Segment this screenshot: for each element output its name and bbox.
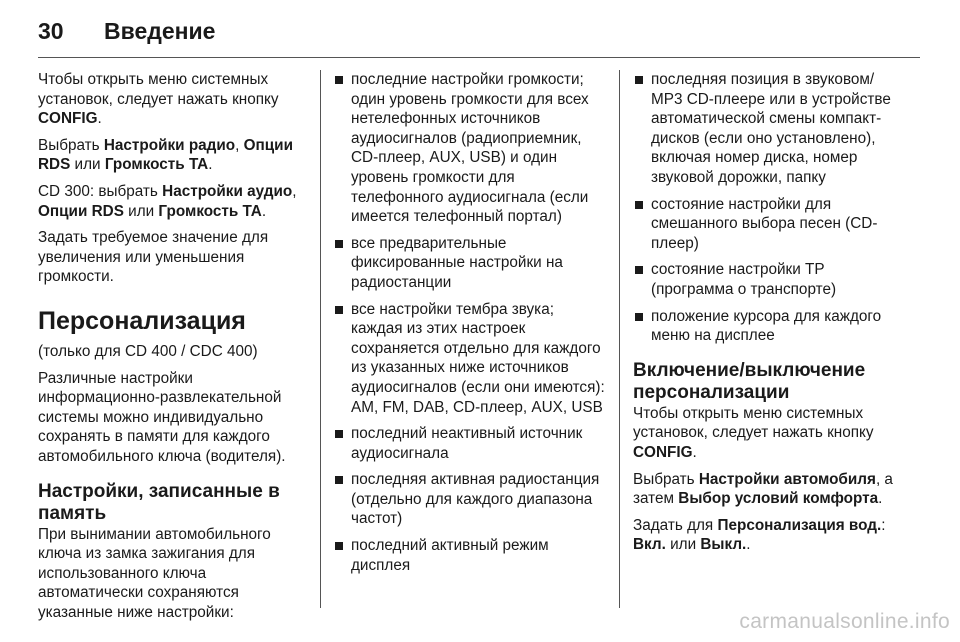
- list-item: последняя позиция в звуковом/ MP3 CD-плеере или в устройстве автоматической смены компакт-дисков (если оно установлено), включая номер диска, номер звуковой дорожки, папку: [633, 70, 905, 188]
- list-item: последний активный режим дисплея: [333, 536, 605, 575]
- subheading-toggle-personalization: Включение/выключение персонализации: [633, 359, 866, 403]
- bullet-square-icon: [335, 430, 343, 438]
- column-divider-2: [619, 70, 620, 608]
- header-rule: [38, 57, 920, 58]
- section-heading-personalization: Персонализация: [38, 306, 246, 335]
- config-key-2: CONFIG: [633, 443, 693, 461]
- list-item: состояние настройки TP (программа о транспорте): [633, 260, 905, 299]
- list-item: состояние настройки для смешанного выбора песен (CD-плеер): [633, 195, 905, 254]
- set-personalization: Задать для Персонализация вод.: Вкл. или Выкл..: [633, 516, 886, 554]
- list-item: все настройки тембра звука; каждая из этих настроек сохраняется отдельно для каждого из указанных ниже источников аудиосигналов (если они имеются): AM, FM, DAB, CD-плеер, AUX, USB: [333, 300, 605, 418]
- bullet-square-icon: [335, 240, 343, 248]
- page-title: Введение: [104, 18, 216, 44]
- column-3: [633, 70, 905, 562]
- page-number: 30: [38, 18, 64, 44]
- saved-settings-list: [333, 70, 605, 575]
- list-item: последние настройки громкости; один уровень громкости для всех нетелефонных источников аудиосигналов (радиоприемник, CD-плеер, AUX, USB) и один уровень громкости для телефонного аудиосигнала (если имеется телефонный портал): [333, 70, 605, 227]
- bullet-square-icon: [335, 542, 343, 550]
- volume-instruction: Задать требуемое значение для увеличения или уменьшения громкости.: [38, 229, 269, 286]
- page-header: [38, 18, 918, 48]
- personalization-description: Различные настройки информационно-развлекательной системы можно индивидуально сохранять в памяти для каждого автомобильного ключа (водителя).: [38, 369, 286, 465]
- column-divider-1: [320, 70, 321, 608]
- bullet-square-icon: [335, 476, 343, 484]
- list-item: положение курсора для каждого меню на дисплее: [633, 307, 905, 346]
- select-radio-settings: Выбрать Настройки радио, Опции RDS или Громкость TA.: [38, 136, 293, 174]
- list-item: последняя активная радиостанция (отдельно для каждого диапазона частот): [333, 470, 605, 529]
- list-item: все предварительные фиксированные настройки на радиостанции: [333, 234, 605, 293]
- bullet-square-icon: [335, 76, 343, 84]
- list-item: последний неактивный источник аудиосигнала: [333, 424, 605, 463]
- column-2: [333, 70, 605, 582]
- column-1: [38, 70, 310, 629]
- cd300-instruction: CD 300: выбрать Настройки аудио, Опции RDS или Громкость TA.: [38, 182, 297, 220]
- bullet-square-icon: [635, 266, 643, 274]
- config-instruction-2: Чтобы открыть меню системных установок, следует нажать кнопку CONFIG.: [633, 404, 874, 461]
- saved-settings-list-continued: [633, 70, 905, 346]
- bullet-square-icon: [635, 313, 643, 321]
- bullet-square-icon: [635, 76, 643, 84]
- select-vehicle-settings: Выбрать Настройки автомобиля, а затем Выбор условий комфорта.: [633, 470, 893, 508]
- bullet-square-icon: [335, 306, 343, 314]
- config-instruction: Чтобы открыть меню системных установок, следует нажать кнопку CONFIG.: [38, 71, 279, 128]
- bullet-square-icon: [635, 201, 643, 209]
- applicability-note: (только для CD 400 / CDC 400): [38, 342, 258, 360]
- watermark: carmanualsonline.info: [739, 610, 950, 633]
- saved-settings-intro: При вынимании автомобильного ключа из замка зажигания для использованного ключа автоматически сохраняются указанные ниже настройки:: [38, 525, 271, 621]
- subheading-saved-settings: Настройки, записанные в память: [38, 480, 280, 524]
- config-key: CONFIG: [38, 110, 98, 128]
